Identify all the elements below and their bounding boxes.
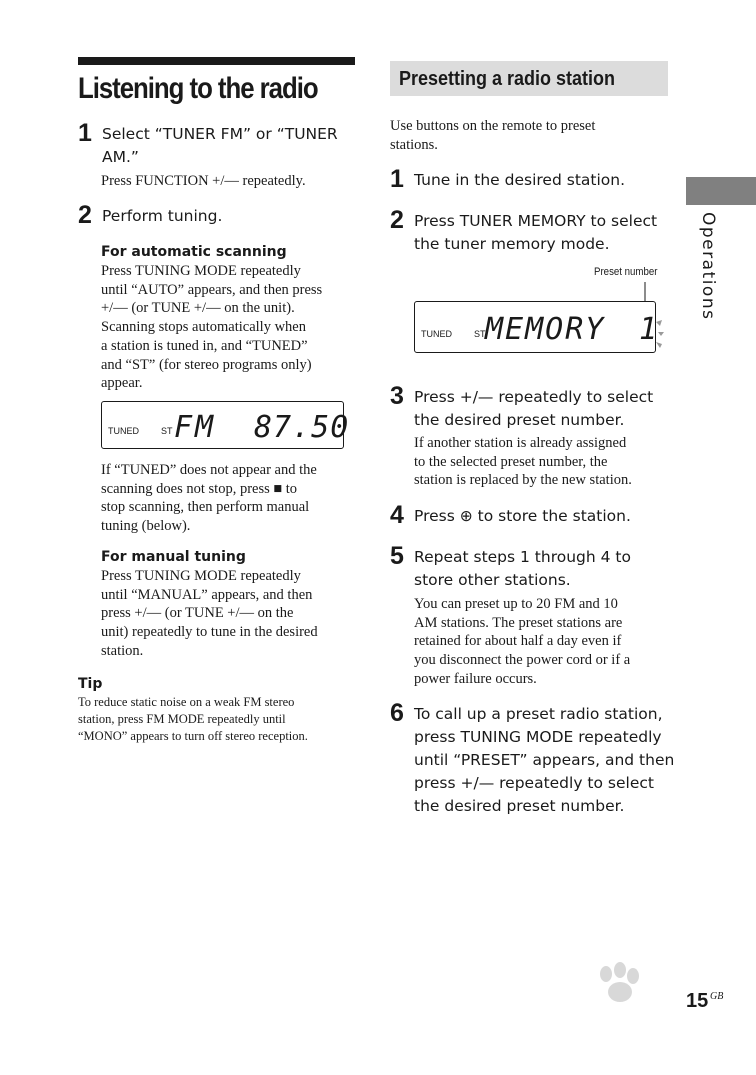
preset-step-6-text bbox=[414, 703, 684, 818]
page-region-suffix: GB bbox=[710, 991, 724, 1002]
step-1-text bbox=[102, 123, 362, 169]
body-line: Use buttons on the remote to preset bbox=[390, 118, 596, 134]
step-text-line: the desired preset number. bbox=[414, 797, 625, 815]
lcd-display-fm bbox=[101, 401, 350, 449]
auto-scan-body bbox=[101, 262, 361, 393]
body-line: You can preset up to 20 FM and 10 bbox=[414, 596, 618, 612]
body-line: until “AUTO” appears, and then press bbox=[101, 281, 323, 298]
body-line: Press TUNING MODE repeatedly bbox=[101, 568, 301, 584]
section-tab-label: Operations bbox=[698, 212, 718, 321]
preset-step-4-text: Press ⊕ to store the station. bbox=[414, 507, 631, 525]
body-line: “MONO” appears to turn off stereo reception. bbox=[78, 729, 308, 743]
step-number: 3 bbox=[390, 382, 404, 410]
body-line: station is replaced by the new station. bbox=[414, 472, 632, 489]
lcd-stereo-indicator: ST bbox=[474, 329, 486, 339]
lcd-stereo-indicator: ST bbox=[161, 426, 173, 436]
step-text-line: until “PRESET” appears, and then bbox=[414, 751, 675, 769]
step-1-note: Press FUNCTION +/— repeatedly. bbox=[101, 173, 306, 189]
step-2-text: Perform tuning. bbox=[102, 207, 223, 225]
paw-logo-icon bbox=[536, 960, 709, 1050]
step-text-line: the desired preset number. bbox=[414, 411, 625, 429]
body-line: appear. bbox=[101, 375, 143, 392]
step-text-line: Press TUNER MEMORY to select bbox=[414, 212, 658, 230]
body-line: and “ST” (for stereo programs only) bbox=[101, 356, 312, 373]
body-line: If another station is already assigned bbox=[414, 435, 627, 451]
body-line: a station is tuned in, and “TUNED” bbox=[101, 337, 308, 354]
lcd-memory-text: MEMORY bbox=[485, 312, 606, 347]
tip-heading: Tip bbox=[78, 676, 103, 692]
body-line: press +/— (or TUNE +/— on the bbox=[101, 605, 294, 622]
step-number: 1 bbox=[390, 165, 404, 193]
page-number: 15 bbox=[686, 990, 709, 1012]
body-line: scanning does not stop, press ■ to bbox=[101, 480, 298, 497]
lcd-tuned-indicator: TUNED bbox=[421, 329, 452, 339]
manual-tuning-body bbox=[101, 567, 363, 661]
lcd-frequency: 87.50 bbox=[254, 410, 350, 445]
body-line: If “TUNED” does not appear and the bbox=[101, 462, 317, 478]
tuned-note bbox=[101, 461, 363, 536]
body-line: To reduce static noise on a weak FM stereo bbox=[78, 695, 295, 709]
body-line: station. bbox=[101, 642, 144, 659]
body-line: stop scanning, then perform manual bbox=[101, 499, 310, 516]
body-line: to the selected preset number, the bbox=[414, 453, 608, 470]
preset-step-3-note bbox=[414, 434, 674, 490]
lcd-preset-number: 1 bbox=[639, 312, 658, 347]
step-text-line: the tuner memory mode. bbox=[414, 235, 610, 253]
step-number: 2 bbox=[390, 206, 404, 234]
auto-scan-heading: For automatic scanning bbox=[101, 244, 287, 260]
step-text-line: Press +/— repeatedly to select bbox=[414, 388, 654, 406]
body-line: until “MANUAL” appears, and then bbox=[101, 586, 313, 603]
step-number: 1 bbox=[78, 119, 92, 147]
step-text-line: AM.” bbox=[102, 148, 139, 166]
section-tab-marker bbox=[686, 177, 756, 205]
preset-step-2-text bbox=[414, 210, 674, 256]
body-line: stations. bbox=[390, 136, 438, 153]
lcd-band: FM bbox=[174, 410, 217, 445]
baidu-watermark bbox=[536, 960, 709, 1050]
step-number: 2 bbox=[78, 201, 92, 229]
step-text-line: store other stations. bbox=[414, 571, 571, 589]
step-number: 5 bbox=[390, 542, 404, 570]
body-line: tuning (below). bbox=[101, 518, 191, 535]
step-text-line: press +/— repeatedly to select bbox=[414, 774, 654, 792]
section-heading: Presetting a radio station bbox=[399, 68, 616, 90]
preset-step-5-text bbox=[414, 546, 674, 592]
lcd-tuned-indicator: TUNED bbox=[108, 426, 139, 436]
step-text-line: Select “TUNER FM” or “TUNER bbox=[102, 125, 338, 143]
body-line: +/— (or TUNE +/— on the unit). bbox=[101, 300, 295, 317]
body-line: unit) repeatedly to tune in the desired bbox=[101, 624, 318, 641]
step-text-line: Repeat steps 1 through 4 to bbox=[414, 548, 631, 566]
body-line: Scanning stops automatically when bbox=[101, 319, 306, 336]
step-text-line: To call up a preset radio station, bbox=[414, 705, 663, 723]
body-line: Press TUNING MODE repeatedly bbox=[101, 263, 301, 279]
step-number: 6 bbox=[390, 699, 404, 727]
tip-body bbox=[78, 694, 368, 745]
body-line: you disconnect the power cord or if a bbox=[414, 652, 631, 669]
page-title: Listening to the radio bbox=[78, 72, 318, 105]
title-rule bbox=[78, 57, 355, 65]
step-number: 4 bbox=[390, 501, 404, 529]
body-line: station, press FM MODE repeatedly until bbox=[78, 712, 286, 726]
body-line: power failure occurs. bbox=[414, 670, 537, 687]
body-line: AM stations. The preset stations are bbox=[414, 614, 623, 631]
preset-step-3-text bbox=[414, 386, 674, 432]
preset-intro bbox=[390, 117, 660, 154]
preset-step-5-note bbox=[414, 595, 674, 689]
lcd-display-memory bbox=[414, 301, 656, 353]
step-text-line: press TUNING MODE repeatedly bbox=[414, 728, 662, 746]
blink-ray bbox=[658, 332, 664, 336]
preset-step-1-text: Tune in the desired station. bbox=[414, 171, 626, 189]
manual-tuning-heading: For manual tuning bbox=[101, 549, 246, 565]
preset-number-label: Preset number bbox=[594, 266, 658, 278]
body-line: retained for about half a day even if bbox=[414, 633, 622, 650]
